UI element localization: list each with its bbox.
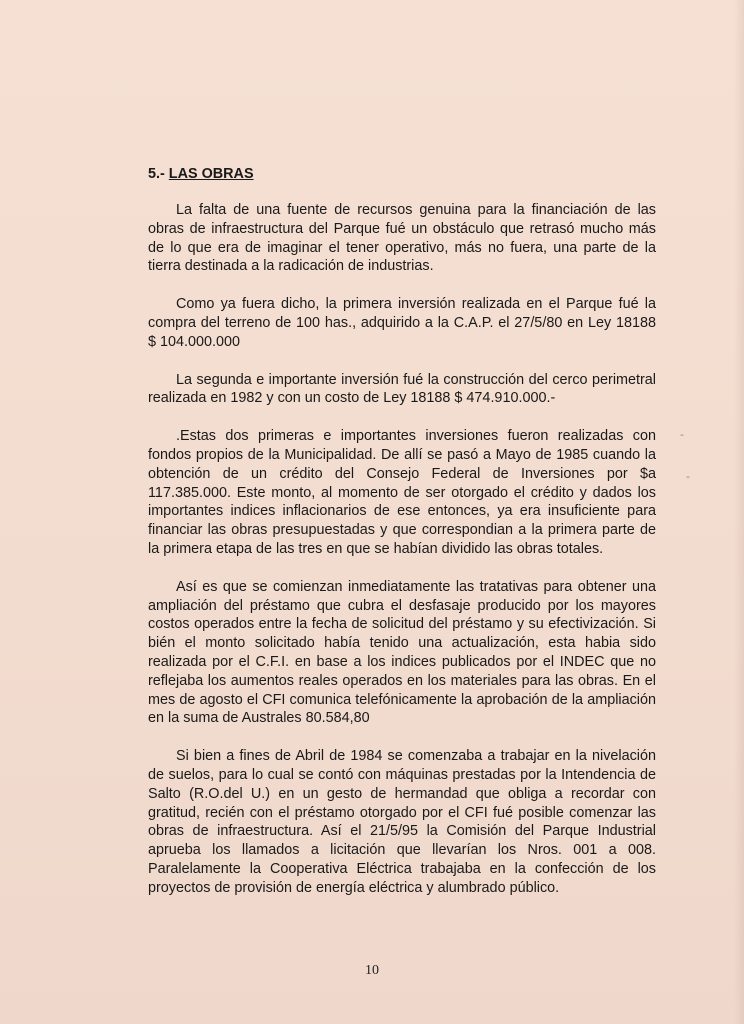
page-edge-shadow (734, 0, 744, 1024)
section-title: LAS OBRAS (168, 166, 254, 182)
paragraph-cfi-credit: .Estas dos primeras e importantes inversiones fueron realizadas con fondos propios de la Municipalidad. De allí se pasó a Mayo de 1985 cuando la obtención de un crédito del Consejo Federal de Inversiones por $a 117.385.000. Este monto, al momento de ser otorgado el crédito y dados los importantes indices inflacionarios de ese entonces, ya era insuficiente para financiar las obras presupuestadas y que correspondian a la primera parte de la primera etapa de las tres en que se habían dividido las obras totales. (148, 428, 656, 557)
section-heading (148, 165, 656, 184)
margin-scratch-mark: ‐ (680, 428, 684, 441)
document-body (148, 165, 656, 917)
paragraph-infrastructure-works: Si bien a fines de Abril de 1984 se comenzaba a trabajar en la nivelación de suelos, para lo cual se contó con máquinas prestadas por la Intendencia de Salto (R.O.del U.) en un gesto de hermandad que obliga a recordar con gratitud, recién con el préstamo otorgado por el CFI fué posible comenzar las obras de infraestructura. Así el 21/5/95 la Comisión del Parque Industrial aprueba los llamados a licitación que llevarían los Nros. 001 a 008. Paralelamente la Cooperativa Eléctrica trabajaba en la confección de los proyectos de provisión de energía eléctrica y alumbrado público. (148, 748, 656, 896)
paragraph-perimeter-fence: La segunda e importante inversión fué la construcción del cerco perimetral realizada en 1982 y con un costo de Ley 18188 $ 474.910.000.- (148, 371, 656, 407)
section-number: 5.- (148, 166, 165, 182)
paragraph-land-purchase: Como ya fuera dicho, la primera inversión realizada en el Parque fué la compra del terreno de 100 has., adquirido a la C.A.P. el 27/5/80 en Ley 18188 $ 104.000.000 (148, 296, 656, 350)
page-number: 10 (365, 963, 379, 978)
paragraph-loan-extension: Así es que se comienzan inmediatamente las tratativas para obtener una ampliación del préstamo que cubra el desfasaje producido por los mayores costos operados entre la fecha de solicitud del préstamo y su efectivización. Si bién el monto solicitado había tenido una actualización, esta habia sido realizada por el C.F.I. en base a los indices publicados por el INDEC que no reflejaba los aumentos reales operados en los materiales para las obras. En el mes de agosto el CFI comunica telefónicamente la aprobación de la ampliación en la suma de Australes 80.584,80 (148, 578, 656, 727)
margin-scratch-mark: ‐ (686, 470, 690, 483)
paragraph-financing: La falta de una fuente de recursos genuina para la financiación de las obras de infraestructura del Parque fué un obstáculo que retrasó mucho más de lo que era de imaginar el tener operativo, más no fuera, una parte de la tierra destinada a la radicación de industrias. (148, 202, 656, 275)
